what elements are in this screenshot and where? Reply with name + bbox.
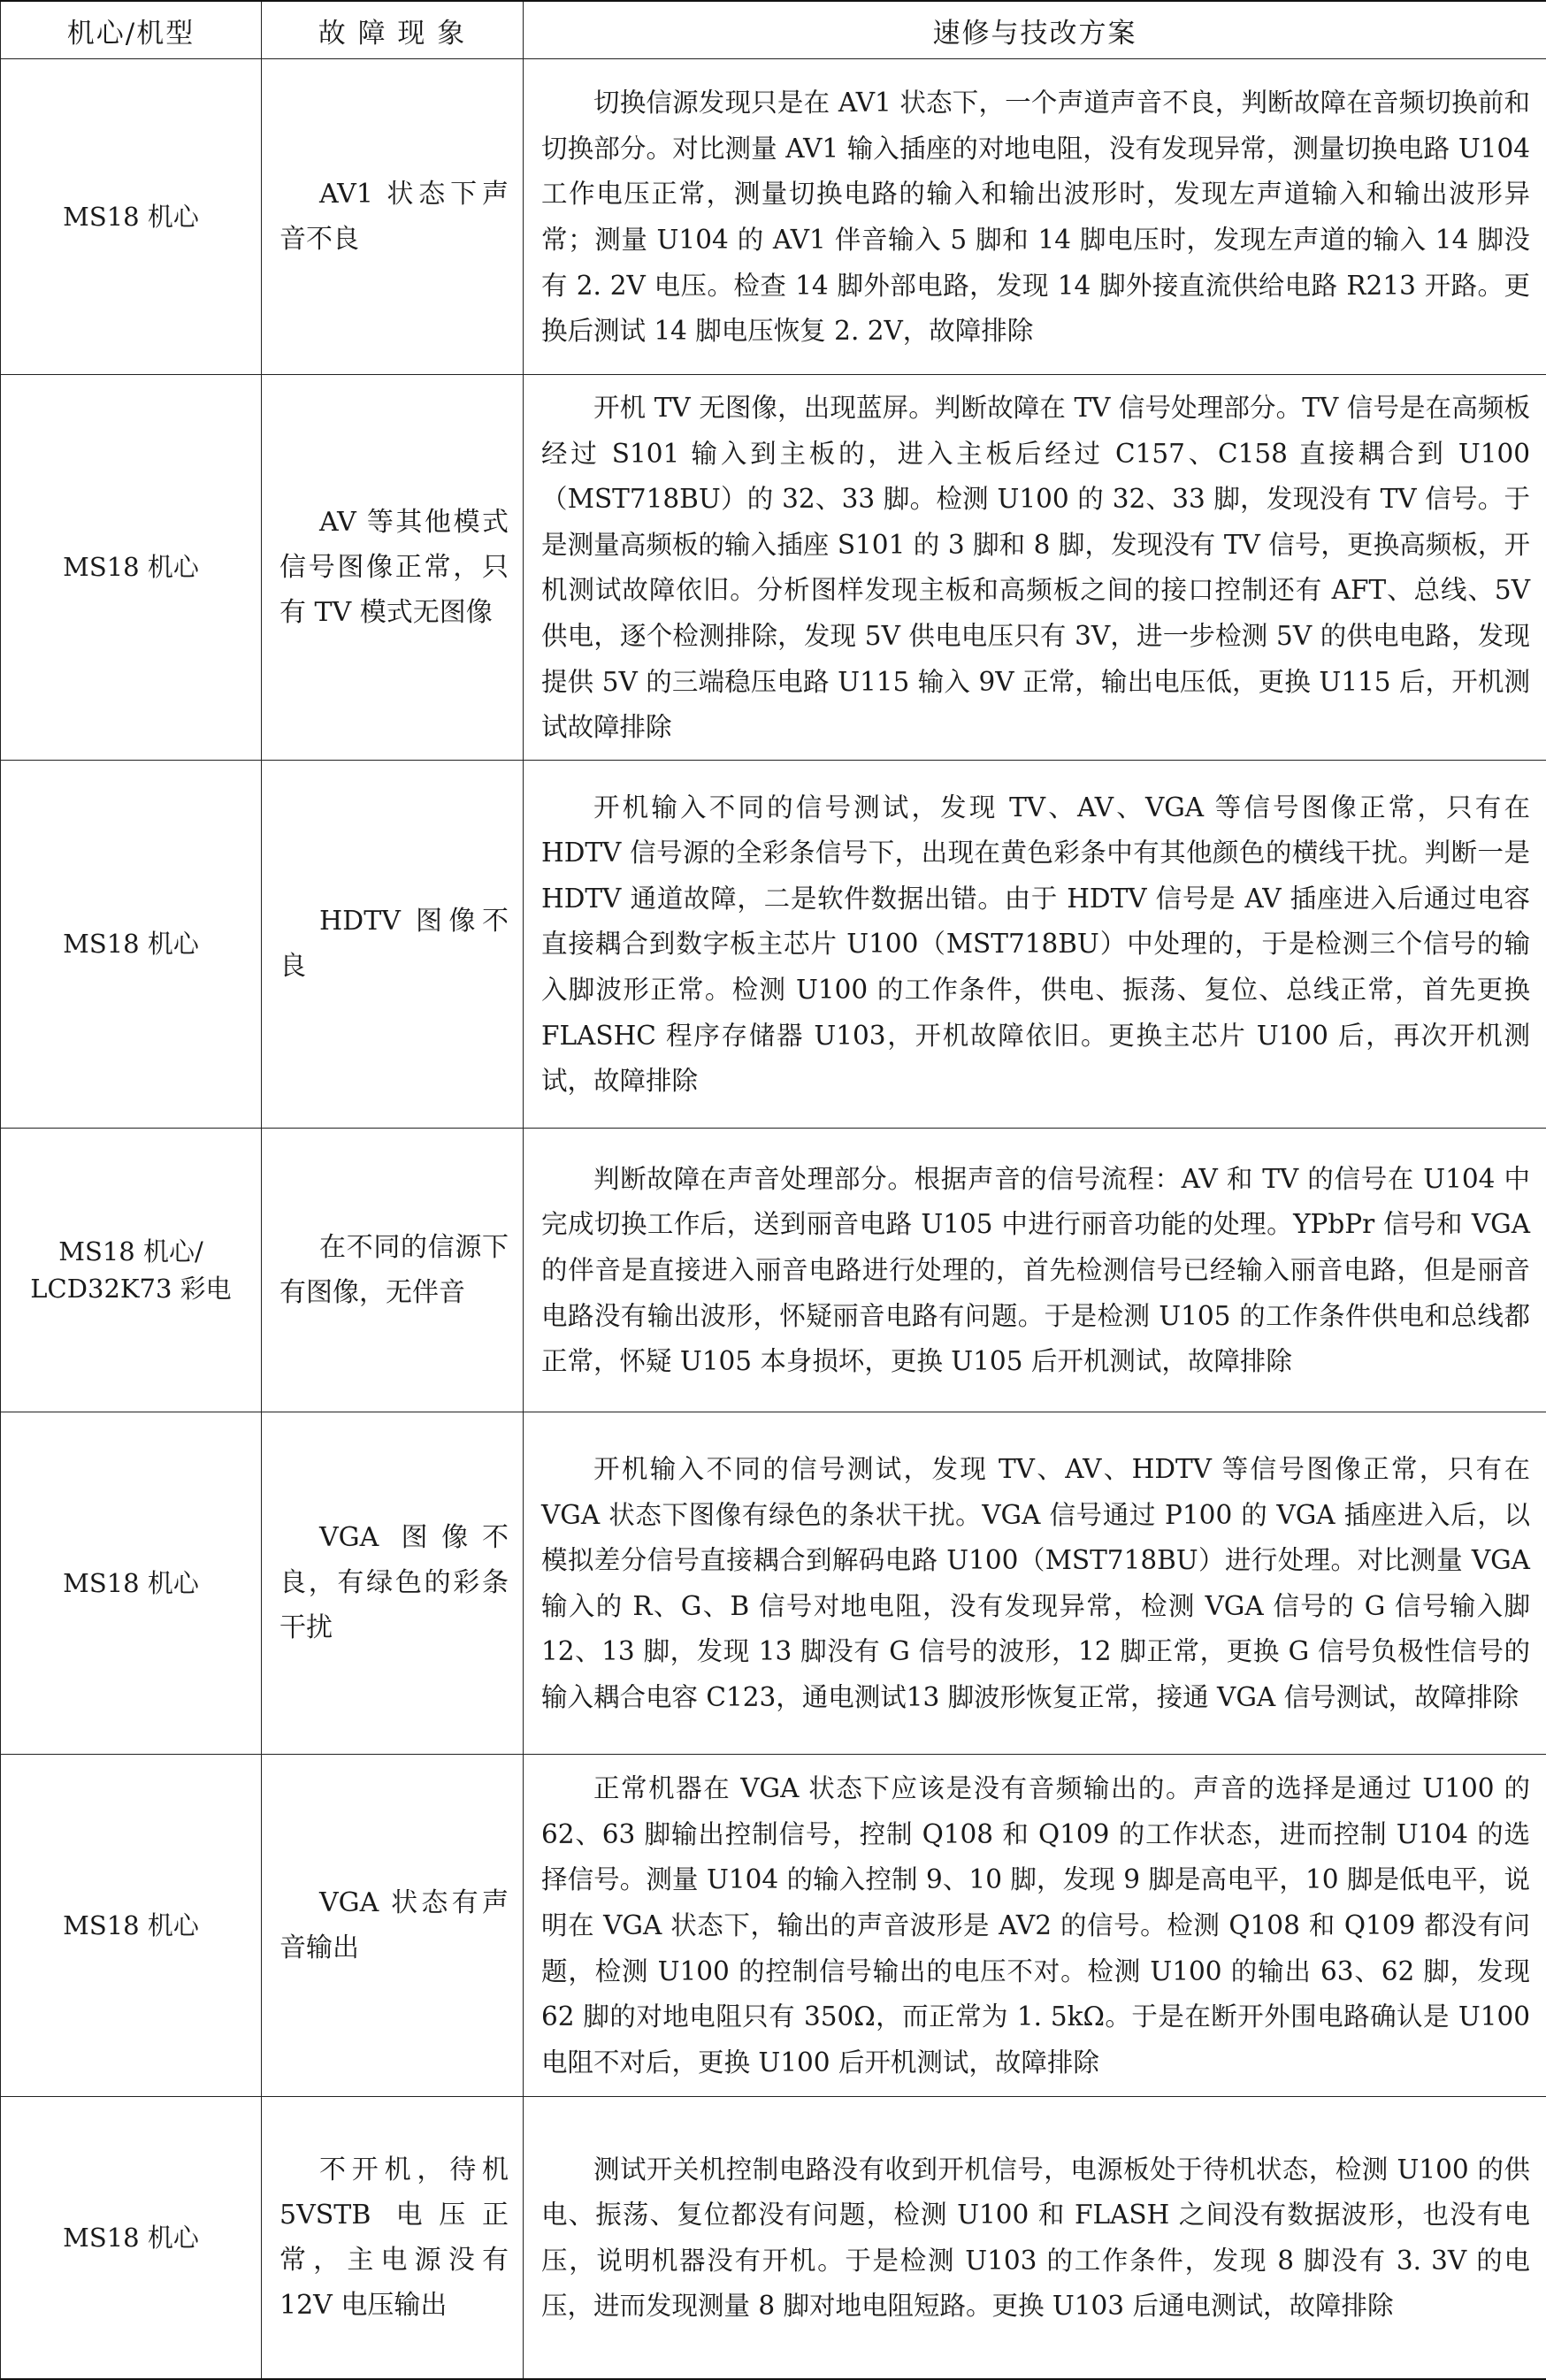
model-cell: MS18 机心 — [1, 760, 262, 1128]
fault-text: 在不同的信源下有图像，无伴音 — [279, 1225, 509, 1315]
fix-text: 测试开关机控制电路没有收到开机信号，电源板处于待机状态，检测 U100 的供电、振荡、复位都没有问题，检测 U100 和 FLASH 之间没有数据波形，也没有电压，说明机器没有开机。于是检测 U103 的工作条件，发现 8 脚没有 3. 3V 的电压，进而发现测量 8 脚对地电阻短路。更换 U103 后通电测试，故障排除 — [541, 2147, 1530, 2330]
fix-cell — [524, 375, 1546, 761]
fix-cell — [524, 59, 1546, 375]
fix-text: 开机输入不同的信号测试，发现 TV、AV、HDTV 等信号图像正常，只有在 VGA 状态下图像有绿色的条状干扰。VGA 信号通过 P100 的 VGA 插座进入后，以模拟差分信号直接耦合到解码电路 U100（MST718BU）进行处理。对比测量 VGA 输入的 R、G、B 信号对地电阻，没有发现异常，检测 VGA 信号的 G 信号输入脚 12、13 脚，发现 13 脚没有 G 信号的波形，12 脚正常，更换 G 信号负极性信号的输入耦合电容 C123，通电测试13 脚波形恢复正常，接通 VGA 信号测试，故障排除 — [541, 1447, 1530, 1721]
table-row — [1, 1412, 1546, 1754]
table-row — [1, 375, 1546, 761]
model-cell: MS18 机心 — [1, 59, 262, 375]
fix-cell — [524, 1754, 1546, 2096]
fix-text: 开机 TV 无图像，出现蓝屏。判断故障在 TV 信号处理部分。TV 信号是在高频板经过 S101 输入到主板的，进入主板后经过 C157、C158 直接耦合到 U100（MST718BU）的 32、33 脚。检测 U100 的 32、33 脚，发现没有 TV 信号。于是测量高频板的输入插座 S101 的 3 脚和 8 脚，发现没有 TV 信号，更换高频板，开机测试故障依旧。分析图样发现主板和高频板之间的接口控制还有 AFT、总线、5V 供电，逐个检测排除，发现 5V 供电电压只有 3V，进一步检测 5V 的供电电路，发现提供 5V 的三端稳压电路 U115 输入 9V 正常，输出电压低，更换 U115 后，开机测试故障排除 — [541, 386, 1530, 751]
fix-cell — [524, 1412, 1546, 1754]
fault-cell — [262, 375, 524, 761]
model-cell: MS18 机心 — [1, 375, 262, 761]
fault-text: AV 等其他模式信号图像正常，只有 TV 模式无图像 — [279, 500, 509, 635]
fault-cell — [262, 1754, 524, 2096]
fault-text: AV1 状态下声音不良 — [279, 172, 509, 262]
fix-text: 正常机器在 VGA 状态下应该是没有音频输出的。声音的选择是通过 U100 的 62、63 脚输出控制信号，控制 Q108 和 Q109 的工作状态，进而控制 U104 的选择信号。测量 U104 的输入控制 9、10 脚，发现 9 脚是高电平，10 脚是低电平，说明在 VGA 状态下，输出的声音波形是 AV2 的信号。检测 Q108 和 Q109 都没有问题，检测 U100 的控制信号输出的电压不对。检测 U100 的输出 63、62 脚，发现 62 脚的对地电阻只有 350Ω，而正常为 1. 5kΩ。于是在断开外围电路确认是 U100 电阻不对后，更换 U100 后开机测试，故障排除 — [541, 1766, 1530, 2085]
header-model: 机心/机型 — [1, 1, 262, 59]
fault-cell — [262, 1128, 524, 1412]
table-row — [1, 2096, 1546, 2379]
fault-text: VGA 图像不良，有绿色的彩条干扰 — [279, 1515, 509, 1650]
table-row — [1, 59, 1546, 375]
fix-cell — [524, 2096, 1546, 2379]
fault-text: 不开机，待机 5VSTB 电压正常，主电源没有 12V 电压输出 — [279, 2147, 509, 2328]
fault-cell — [262, 760, 524, 1128]
table-row — [1, 1128, 1546, 1412]
table-header-row — [1, 1, 1546, 59]
table-row — [1, 760, 1546, 1128]
model-cell: MS18 机心 — [1, 2096, 262, 2379]
model-cell: MS18 机心 — [1, 1754, 262, 2096]
model-cell: MS18 机心/ LCD32K73 彩电 — [1, 1128, 262, 1412]
fault-text: VGA 状态有声音输出 — [279, 1880, 509, 1971]
fix-text: 切换信源发现只是在 AV1 状态下，一个声道声音不良，判断故障在音频切换前和切换部分。对比测量 AV1 输入插座的对地电阻，没有发现异常，测量切换电路 U104 工作电压正常，测量切换电路的输入和输出波形时，发现左声道输入和输出波形异常；测量 U104 的 AV1 伴音输入 5 脚和 14 脚电压时，发现左声道的输入 14 脚没有 2. 2V 电压。检查 14 脚外部电路，发现 14 脚外接直流供给电路 R213 开路。更换后测试 14 脚电压恢复 2. 2V，故障排除 — [541, 80, 1530, 355]
fix-text: 判断故障在声音处理部分。根据声音的信号流程：AV 和 TV 的信号在 U104 中完成切换工作后，送到丽音电路 U105 中进行丽音功能的处理。YPbPr 信号和 VGA 的伴音是直接进入丽音电路进行处理的，首先检测信号已经输入丽音电路，但是丽音电路没有输出波形，怀疑丽音电路有问题。于是检测 U105 的工作条件供电和总线都正常，怀疑 U105 本身损坏，更换 U105 后开机测试，故障排除 — [541, 1157, 1530, 1385]
header-fault: 故 障 现 象 — [262, 1, 524, 59]
fix-cell — [524, 760, 1546, 1128]
table-row — [1, 1754, 1546, 2096]
fault-cell — [262, 59, 524, 375]
fault-text: HDTV 图像不良 — [279, 899, 509, 989]
fix-cell — [524, 1128, 1546, 1412]
model-cell: MS18 机心 — [1, 1412, 262, 1754]
fault-cell — [262, 2096, 524, 2379]
fix-text: 开机输入不同的信号测试，发现 TV、AV、VGA 等信号图像正常，只有在 HDTV 信号源的全彩条信号下，出现在黄色彩条中有其他颜色的横线干扰。判断一是 HDTV 通道故障，二是软件数据出错。由于 HDTV 信号是 AV 插座进入后通过电容直接耦合到数字板主芯片 U100（MST718BU）中处理的，于是检测三个信号的输入脚波形正常。检测 U100 的工作条件，供电、振荡、复位、总线正常，首先更换 FLASHC 程序存储器 U103，开机故障依旧。更换主芯片 U100 后，再次开机测试，故障排除 — [541, 785, 1530, 1105]
header-fix: 速修与技改方案 — [524, 1, 1546, 59]
fault-cell — [262, 1412, 524, 1754]
